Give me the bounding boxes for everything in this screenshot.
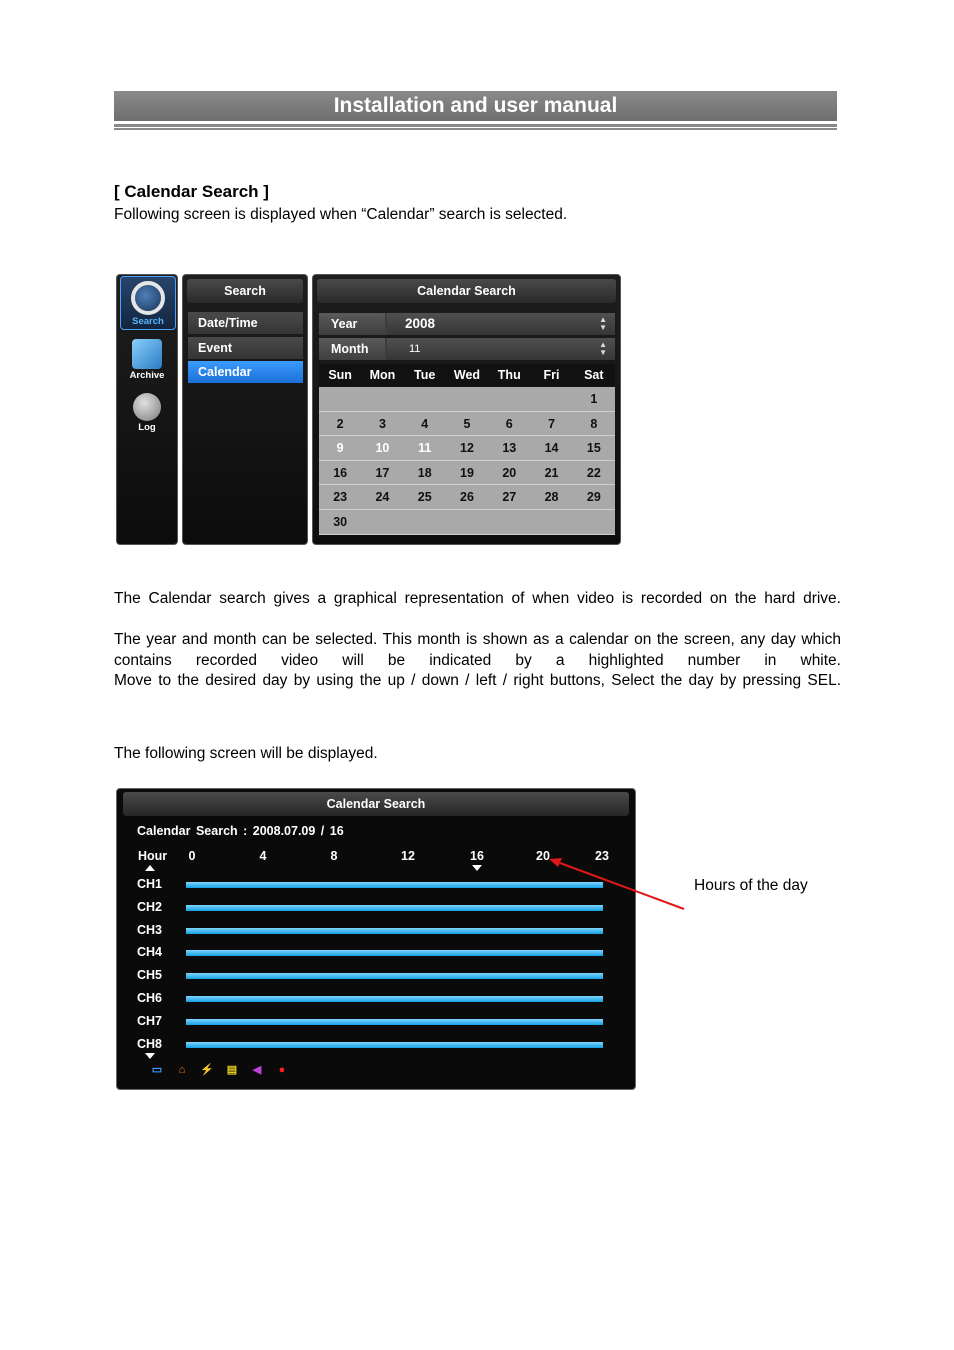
calendar-day-20[interactable]: 20 bbox=[488, 461, 530, 486]
timeline-panel-title: Calendar Search bbox=[123, 792, 629, 816]
menu-item-event[interactable]: Event bbox=[188, 337, 303, 359]
alarm-record-icon: ● bbox=[278, 1064, 286, 1076]
audio-record-icon: ◀ bbox=[252, 1064, 262, 1076]
month-label: Month bbox=[319, 338, 385, 360]
channel-label-ch6: CH6 bbox=[137, 991, 163, 1005]
timeline-subtitle: Calendar Search : 2008.07.09 / 16 bbox=[137, 824, 344, 838]
calendar-day-13[interactable]: 13 bbox=[488, 436, 530, 461]
hour-label: Hour bbox=[138, 849, 168, 863]
archive-menu-label: Archive bbox=[129, 370, 165, 381]
manual-header: Installation and user manual bbox=[114, 91, 837, 121]
hour-tick-4: 4 bbox=[259, 849, 267, 863]
hour-tick-8: 8 bbox=[330, 849, 338, 863]
calendar-day-21[interactable]: 21 bbox=[530, 461, 572, 486]
calendar-day-28[interactable]: 28 bbox=[530, 485, 572, 510]
calendar-day-11[interactable]: 11 bbox=[404, 436, 446, 461]
channel-label-ch5: CH5 bbox=[137, 968, 163, 983]
calendar-day-8[interactable]: 8 bbox=[573, 412, 615, 437]
calendar-day-7[interactable]: 7 bbox=[530, 412, 572, 437]
section-intro: Following screen is displayed when “Calendar” search is selected. bbox=[114, 206, 568, 223]
year-value[interactable]: 2008 bbox=[387, 313, 615, 335]
calendar-day-29[interactable]: 29 bbox=[573, 485, 615, 510]
callout-label: Hours of the day bbox=[694, 877, 808, 894]
calendar-panel-title: Calendar Search bbox=[317, 279, 616, 303]
calendar-day-18[interactable]: 18 bbox=[404, 461, 446, 486]
motion-record-icon: ⌂ bbox=[178, 1064, 186, 1076]
calendar-day-26[interactable]: 26 bbox=[446, 485, 488, 510]
paragraph-2: The year and month can be selected. This month is shown as a calendar on the screen, any day which contains recorded video will be indicated by a highlighted number in white. bbox=[114, 631, 841, 669]
search-menu-title: Search bbox=[187, 279, 303, 303]
continuous-record-icon: ▭ bbox=[151, 1064, 163, 1076]
channel-label-ch2: CH2 bbox=[137, 899, 163, 914]
hour-tick-12: 12 bbox=[401, 849, 415, 863]
menu-item-datetime[interactable]: Date/Time bbox=[188, 312, 303, 334]
year-spinner-icon[interactable]: ▲ ▼ bbox=[599, 315, 607, 332]
section-title: [ Calendar Search ] bbox=[114, 182, 269, 201]
callout-arrow-line bbox=[560, 863, 684, 909]
dow-wed: Wed bbox=[453, 368, 481, 382]
calendar-day-1[interactable]: 1 bbox=[573, 387, 615, 412]
dow-sat: Sat bbox=[584, 368, 604, 382]
calendar-day-6[interactable]: 6 bbox=[488, 412, 530, 437]
channel-label-ch8: CH8 bbox=[137, 1036, 163, 1051]
calendar-day-5[interactable]: 5 bbox=[446, 412, 488, 437]
dow-fri: Fri bbox=[543, 368, 560, 382]
schedule-record-icon: ▤ bbox=[226, 1064, 238, 1076]
hour-tick-16: 16 bbox=[470, 849, 484, 863]
calendar-day-17[interactable]: 17 bbox=[361, 461, 403, 486]
calendar-day-14[interactable]: 14 bbox=[530, 436, 572, 461]
menu-item-calendar[interactable]: Calendar bbox=[188, 361, 303, 383]
dow-tue: Tue bbox=[414, 368, 436, 382]
log-menu-label: Log bbox=[138, 422, 156, 433]
calendar-day-10[interactable]: 10 bbox=[361, 436, 403, 461]
paragraph-3: Move to the desired day by using the up / down / left / right buttons, Select the day by pressing SEL. bbox=[114, 672, 841, 689]
calendar-day-4[interactable]: 4 bbox=[404, 412, 446, 437]
month-spinner-icon[interactable]: ▲ ▼ bbox=[599, 340, 607, 357]
calendar-day-2[interactable]: 2 bbox=[319, 412, 361, 437]
calendar-day-3[interactable]: 3 bbox=[361, 412, 403, 437]
calendar-day-24[interactable]: 24 bbox=[361, 485, 403, 510]
calendar-day-15[interactable]: 15 bbox=[573, 436, 615, 461]
hour-tick-0: 0 bbox=[188, 849, 196, 863]
channel-label-ch1: CH1 bbox=[137, 877, 163, 891]
calendar-day-19[interactable]: 19 bbox=[446, 461, 488, 486]
dow-mon: Mon bbox=[369, 368, 396, 382]
channel-label-ch7: CH7 bbox=[137, 1013, 163, 1028]
calendar-day-23[interactable]: 23 bbox=[319, 485, 361, 510]
sensor-record-icon: ⚡ bbox=[200, 1064, 214, 1076]
search-menu-label: Search bbox=[132, 316, 164, 327]
calendar-day-16[interactable]: 16 bbox=[319, 461, 361, 486]
hour-tick-23: 23 bbox=[595, 849, 609, 863]
calendar-day-9[interactable]: 9 bbox=[319, 436, 361, 461]
calendar-day-22[interactable]: 22 bbox=[573, 461, 615, 486]
calendar-day-12[interactable]: 12 bbox=[446, 436, 488, 461]
month-value[interactable]: 11 bbox=[387, 338, 615, 360]
channel-label-ch4: CH4 bbox=[137, 945, 163, 960]
calendar-day-30[interactable]: 30 bbox=[319, 510, 361, 535]
hour-tick-20: 20 bbox=[536, 849, 550, 863]
paragraph-4: The following screen will be displayed. bbox=[114, 745, 378, 762]
channel-label-ch3: CH3 bbox=[137, 922, 163, 937]
callout-arrow-head bbox=[549, 858, 562, 867]
calendar-day-27[interactable]: 27 bbox=[488, 485, 530, 510]
dow-sun: Sun bbox=[328, 368, 352, 382]
calendar-day-25[interactable]: 25 bbox=[404, 485, 446, 510]
dow-thu: Thu bbox=[497, 368, 521, 382]
paragraph-1: The Calendar search gives a graphical representation of when video is recorded on the hard drive. bbox=[114, 590, 841, 607]
year-label: Year bbox=[319, 313, 385, 335]
